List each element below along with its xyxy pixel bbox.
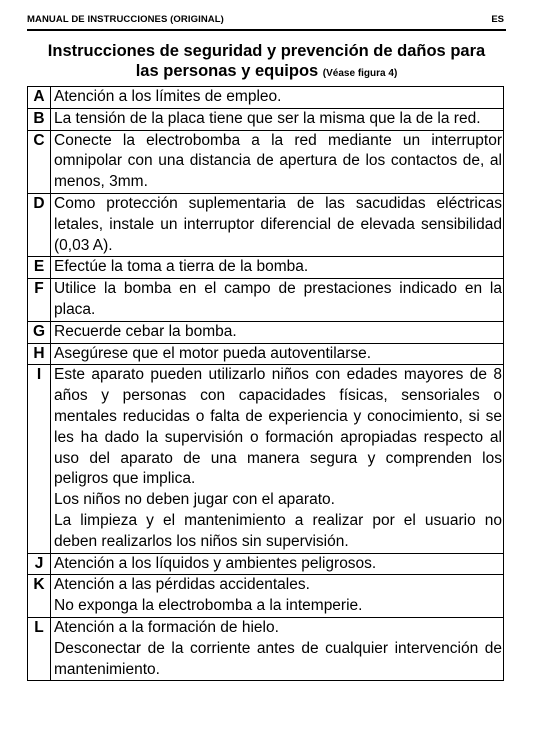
instruction-letter: A [28,87,51,109]
instruction-row [28,257,504,279]
safety-instructions-body [28,87,504,681]
instruction-text-cell [51,365,504,553]
instruction-letter: G [28,321,51,343]
instruction-letter: J [28,553,51,575]
instruction-paragraph: Conecte la electrobomba a la red mediante un interruptor omnipolar con una distancia de apertura de los contactos de, al menos, 3mm. [54,131,502,191]
instruction-paragraph: Atención a los líquidos y ambientes peligrosos. [54,554,377,572]
instruction-text-cell [51,193,504,256]
section-title-line2-text: las personas y equipos [135,62,319,80]
instruction-text-cell [51,257,504,279]
instruction-row [28,553,504,575]
instruction-letter: I [28,365,51,553]
document-header [27,13,506,31]
instruction-row [28,343,504,365]
instruction-row [28,279,504,322]
instruction-row [28,193,504,256]
instruction-paragraph: Desconectar de la corriente antes de cualquier intervención de mantenimiento. [54,639,502,678]
instruction-row [28,575,504,618]
instruction-letter: K [28,575,51,618]
instruction-text-cell [51,87,504,109]
instruction-row [28,617,504,680]
language-code: ES [491,14,504,25]
instruction-letter: E [28,257,51,279]
section-title-line2 [27,61,506,84]
instruction-text-cell [51,279,504,322]
instruction-text-cell [51,343,504,365]
instruction-text-cell [51,108,504,130]
instruction-letter: C [28,130,51,193]
instruction-text-cell [51,617,504,680]
instruction-text-cell [51,130,504,193]
instruction-letter: F [28,279,51,322]
instruction-paragraph: Utilice la bomba en el campo de prestaciones indicado en la placa. [54,280,502,318]
instruction-paragraph: La tensión de la placa tiene que ser la misma que la de la red. [54,109,481,127]
instruction-letter: H [28,343,51,365]
instruction-text-cell [51,575,504,618]
instruction-text-cell [51,553,504,575]
figure-reference: (Véase figura 4) [322,68,398,79]
instruction-paragraph: Como protección suplementaria de las sacudidas eléctricas letales, instale un interruptor diferencial de elevada sensibilidad (0,03 A). [54,194,502,254]
instruction-paragraph: Atención a la formación de hielo. [54,618,279,636]
instruction-paragraph: La limpieza y el mantenimiento a realizar por el usuario no deben realizarlos los niños sin supervisión. [54,511,502,550]
instruction-letter: L [28,617,51,680]
manual-title: MANUAL DE INSTRUCCIONES (ORIGINAL) [27,14,224,25]
instruction-letter: D [28,193,51,256]
safety-instructions-table [27,86,504,681]
instruction-letter: B [28,108,51,130]
instruction-row [28,365,504,553]
instruction-row [28,87,504,109]
instruction-paragraph: Recuerde cebar la bomba. [54,322,237,340]
instruction-row [28,108,504,130]
instruction-paragraph: Atención a los límites de empleo. [54,88,282,105]
section-title [27,41,506,84]
instruction-paragraph: Este aparato pueden utilizarlo niños con edades mayores de 8 años y personas con capacidades físicas, sensoriales o mentales reducidas o falta de experiencia y conocimiento, si se les ha dado la supervisión o formación apropiadas respecto al uso del aparato de una manera segura y comprenden los peligros que implica. [54,366,502,488]
instruction-row [28,130,504,193]
instruction-paragraph: Los niños no deben jugar con el aparato. [54,491,335,509]
instruction-paragraph: Atención a las pérdidas accidentales. [54,576,310,594]
instruction-row [28,321,504,343]
instruction-text-cell [51,321,504,343]
instruction-paragraph: Asegúrese que el motor pueda autoventilarse. [54,344,372,362]
instruction-paragraph: Efectúe la toma a tierra de la bomba. [54,258,309,276]
section-title-line1: Instrucciones de seguridad y prevención de daños para [47,42,486,60]
instruction-paragraph: No exponga la electrobomba a la intemperie. [54,597,363,615]
